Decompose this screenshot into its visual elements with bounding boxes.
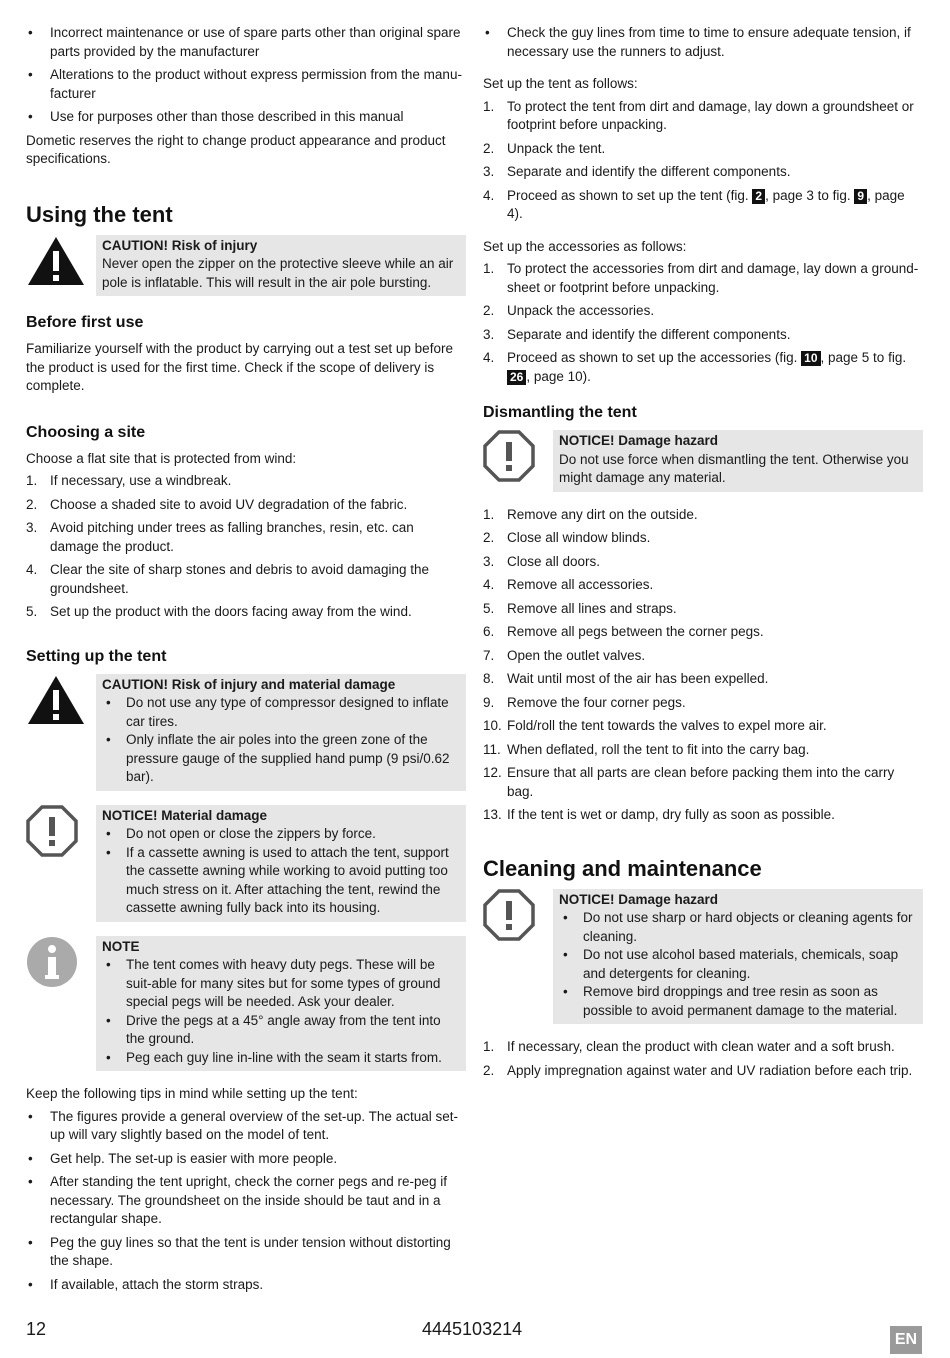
notice-text: Do not use force when dismantling the tent. Otherwise you might damage any material.	[559, 451, 909, 485]
list-item: 1. To protect the accessories from dirt and damage, lay down a ground-sheet or footprint before unpacking.	[483, 261, 919, 295]
list-item: • Peg the guy lines so that the tent is under tension without distorting the shape.	[28, 1234, 451, 1268]
warning-triangle-icon	[26, 235, 96, 293]
list-item: • Do not use alcohol based materials, chemicals, soap and detergents for cleaning.	[563, 947, 899, 981]
list-item: 3. Avoid pitching under trees as falling branches, resin, etc. can damage the product.	[26, 520, 414, 554]
list-item: • Check the guy lines from time to time to ensure adequate tension, if necessary use the runners to adjust.	[485, 25, 911, 59]
list-item: • Drive the pegs at a 45° angle away from the tent into the ground.	[106, 1012, 441, 1046]
left-column	[26, 24, 466, 1299]
notice-title: NOTICE! Damage hazard	[559, 433, 719, 448]
list-item: 4. Clear the site of sharp stones and debris to avoid damaging the groundsheet.	[26, 562, 429, 596]
list-item: • Alterations to the product without express permission from the manu-facturer	[28, 67, 462, 101]
list-item: • Do not use any type of compressor designed to inflate car tires.	[106, 695, 449, 729]
list-item: • Get help. The set-up is easier with more people.	[28, 1150, 338, 1166]
caution-box-injury	[26, 235, 466, 297]
note-title: NOTE	[102, 938, 140, 954]
list-item: 4. Proceed as shown to set up the accessories (fig. 10 , page 5 to fig. 26 , page 10).	[483, 350, 907, 384]
tips-list	[26, 1108, 466, 1295]
guy-lines-list	[483, 24, 923, 61]
list-item: • The tent comes with heavy duty pegs. These will be suit-able for many sites but for some types of ground special pegs will be needed. Ask your dealer.	[106, 957, 441, 1009]
notice-box-dismantling	[483, 430, 923, 492]
list-item: 4. Remove all accessories.	[483, 577, 654, 592]
list-item: 4. Proceed as shown to set up the tent (fig. 2 , page 3 to fig. 9 , page 4).	[483, 187, 905, 221]
list-item: • Remove bird droppings and tree resin as soon as possible to avoid permanent damage to the material.	[563, 984, 898, 1018]
notice-title: NOTICE! Damage hazard	[559, 891, 719, 907]
list-item: 5. Set up the product with the doors facing away from the wind.	[26, 604, 412, 619]
list-item: 2. Choose a shaded site to avoid UV degradation of the fabric.	[26, 496, 408, 512]
note-box	[26, 936, 466, 1072]
caution-box-material	[26, 674, 466, 791]
right-column	[483, 24, 923, 1085]
list-item: 2. Unpack the tent.	[483, 140, 606, 156]
notice-octagon-icon	[483, 889, 553, 947]
warranty-exclusions-list	[26, 24, 466, 127]
list-item: 1. If necessary, clean the product with clean water and a soft brush.	[483, 1039, 895, 1054]
notice-title: NOTICE! Material damage	[102, 807, 268, 823]
list-item: • Do not open or close the zippers by force.	[106, 826, 376, 841]
notice-octagon-icon	[26, 805, 96, 863]
list-item: 8. Wait until most of the air has been expelled.	[483, 671, 769, 686]
document-number: 4445103214	[422, 1319, 523, 1339]
list-item: 2. Unpack the accessories.	[483, 303, 655, 318]
before-first-use-text: Familiarize yourself with the product by carrying out a test set up before the product is used for the first time. Check if the scope of delivery is complete.	[26, 341, 453, 393]
list-item: 7. Open the outlet valves.	[483, 647, 646, 663]
language-badge: EN	[890, 1326, 922, 1354]
notice-octagon-icon	[483, 430, 553, 488]
notice-box-material-damage	[26, 805, 466, 922]
page-number: 12	[26, 1319, 47, 1339]
subsection-title-choosing-site: Choosing a site	[26, 423, 146, 441]
tent-setup-intro: Set up the tent as follows:	[483, 76, 638, 91]
list-item: • Incorrect maintenance or use of spare parts other than original spare parts provided by the manufacturer	[28, 25, 461, 59]
list-item: • Peg each guy line in-line with the seam it starts from.	[106, 1049, 442, 1065]
subsection-title-before-first-use: Before first use	[26, 314, 144, 331]
site-steps-list	[26, 472, 466, 622]
list-item: 9. Remove the four corner pegs.	[483, 694, 686, 710]
caution-title: CAUTION! Risk of injury	[102, 237, 258, 253]
accessories-setup-steps	[483, 260, 923, 386]
list-item: 10. Fold/roll the tent towards the valves to expel more air.	[483, 718, 827, 733]
list-item: • The figures provide a general overview of the set-up. The actual set-up will vary slightly based on the model of tent.	[28, 1108, 458, 1142]
list-item: 6. Remove all pegs between the corner pegs.	[483, 624, 764, 639]
list-item: 3. Close all doors.	[483, 553, 601, 569]
list-item: • If a cassette awning is used to attach the tent, support the cassette awning while working to avoid putting too much stress on it. After attaching the tent, rewind the cassette awning fully back into its housing.	[106, 844, 449, 915]
figure-reference: 2	[752, 189, 765, 204]
list-item: 1. To protect the tent from dirt and damage, lay down a groundsheet or footprint before unpacking.	[483, 98, 914, 132]
site-intro: Choose a flat site that is protected from wind:	[26, 450, 297, 466]
list-item: 2. Close all window blinds.	[483, 530, 651, 545]
figure-reference: 9	[854, 189, 867, 204]
section-title-using-tent: Using the tent	[26, 201, 173, 227]
figure-reference: 10	[801, 351, 820, 366]
caution-title: CAUTION! Risk of injury and material damage	[102, 676, 396, 692]
list-item: 2. Apply impregnation against water and UV radiation before each trip.	[483, 1062, 913, 1078]
subsection-title-dismantling: Dismantling the tent	[483, 404, 637, 421]
cleaning-steps	[483, 1038, 923, 1080]
figure-reference: 26	[507, 370, 526, 385]
dismantle-steps	[483, 506, 923, 825]
list-item: • After standing the tent upright, check the corner pegs and re-peg if necessary. The groundsheet on the inside should be taut and in a rectangular shape.	[28, 1174, 447, 1226]
list-item: 12. Ensure that all parts are clean before packing them into the carry bag.	[483, 765, 895, 799]
list-item: • Only inflate the air poles into the green zone of the pressure gauge of the supplied hand pump (9 psi/0.62 bar).	[106, 732, 450, 784]
tips-intro: Keep the following tips in mind while setting up the tent:	[26, 1086, 358, 1101]
list-item: 5. Remove all lines and straps.	[483, 600, 677, 616]
list-item: 11. When deflated, roll the tent to fit into the carry bag.	[483, 741, 810, 757]
subsection-title-setting-up: Setting up the tent	[26, 647, 167, 665]
warning-triangle-icon	[26, 674, 96, 732]
list-item: 1. Remove any dirt on the outside.	[483, 506, 698, 522]
list-item: 1. If necessary, use a windbreak.	[26, 473, 232, 488]
reserve-paragraph: Dometic reserves the right to change product appearance and product specifications.	[26, 132, 446, 166]
caution-text: Never open the zipper on the protective sleeve while an air pole is inflatable. This will result in the air pole bursting.	[102, 256, 454, 290]
list-item: 13. If the tent is wet or damp, dry fully as soon as possible.	[483, 807, 835, 822]
list-item: • If available, attach the storm straps.	[28, 1276, 264, 1292]
info-icon	[26, 936, 96, 994]
section-title-cleaning: Cleaning and maintenance	[483, 855, 762, 881]
list-item: 3. Separate and identify the different components.	[483, 164, 791, 179]
accessories-setup-intro: Set up the accessories as follows:	[483, 238, 687, 254]
list-item: 3. Separate and identify the different components.	[483, 326, 791, 342]
list-item: • Do not use sharp or hard objects or cleaning agents for cleaning.	[563, 910, 913, 944]
notice-box-cleaning	[483, 889, 923, 1025]
list-item: • Use for purposes other than those described in this manual	[28, 109, 404, 124]
tent-setup-steps	[483, 98, 923, 224]
